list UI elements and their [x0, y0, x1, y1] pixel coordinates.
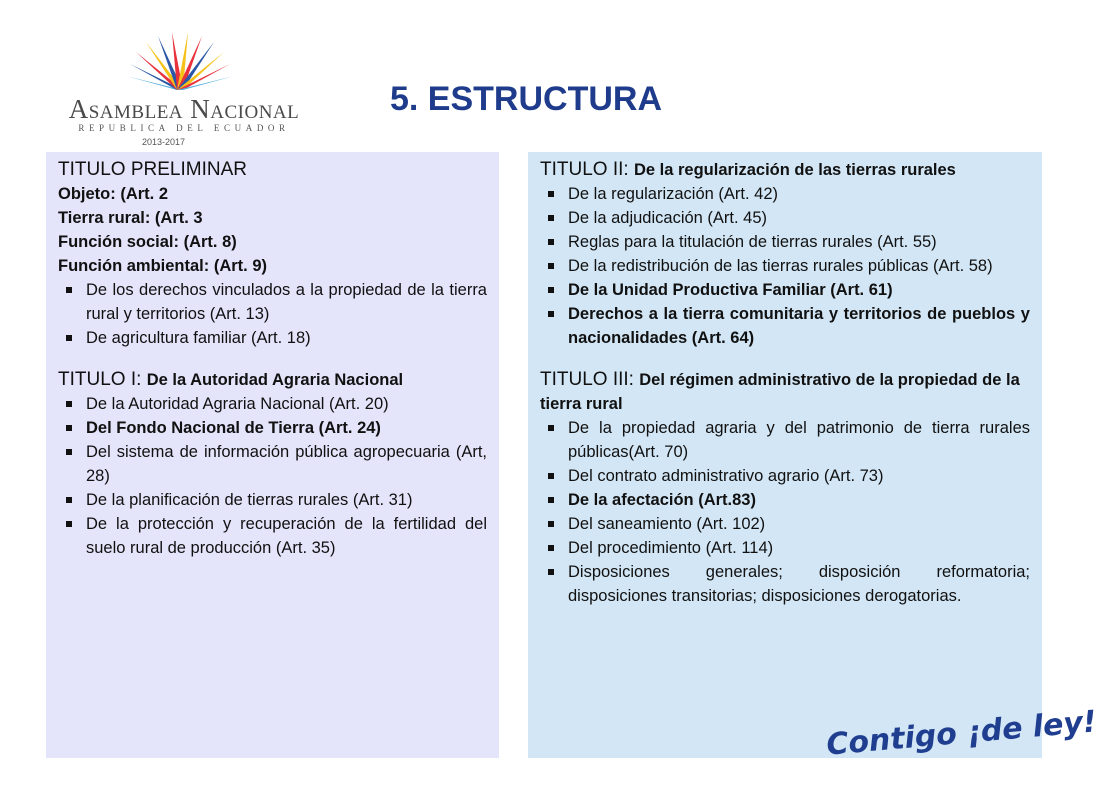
- logo-years: 2013-2017: [142, 137, 186, 147]
- list-item: Reglas para la titulación de tierras rurales (Art. 55): [540, 230, 1030, 254]
- list-item: Del saneamiento (Art. 102): [540, 512, 1030, 536]
- titulo-iii-list: [540, 416, 1030, 608]
- info-line: Tierra rural: (Art. 3: [58, 209, 203, 227]
- sunburst-emblem-icon: [120, 30, 240, 92]
- titulo-ii-list: [540, 182, 1030, 350]
- list-item: De la protección y recuperación de la fertilidad del suelo rural de producción (Art. 35): [58, 512, 487, 560]
- titulo-iii-prefix: TITULO III:: [540, 369, 640, 390]
- titulo-ii-prefix: TITULO II:: [540, 159, 634, 180]
- preliminar-list: [58, 278, 487, 350]
- titulo-i-prefix: TITULO I:: [58, 369, 147, 390]
- list-item: De la propiedad agraria y del patrimonio de tierra rurales públicas(Art. 70): [540, 416, 1030, 464]
- titulo-i-text: De la Autoridad Agraria Nacional: [146, 371, 404, 389]
- right-panel: [528, 152, 1042, 758]
- list-item: De agricultura familiar (Art. 18): [58, 326, 487, 350]
- page-title: 5. ESTRUCTURA: [390, 80, 663, 118]
- logo-name: Asamblea Nacional: [68, 94, 300, 124]
- list-item: Del Fondo Nacional de Tierra (Art. 24): [58, 416, 487, 440]
- titulo-i-list: [58, 392, 487, 560]
- titulo-ii-heading: [540, 158, 1030, 182]
- asamblea-nacional-logo: [58, 30, 318, 155]
- titulo-iii-text: Del régimen administrativo de la propiedad de la tierra rural: [540, 371, 1020, 413]
- list-item: De los derechos vinculados a la propiedad de la tierra rural y territorios (Art. 13): [58, 278, 487, 326]
- list-item: De la redistribución de las tierras rurales públicas (Art. 58): [540, 254, 1030, 278]
- slogan: Contigo ¡de ley!: [824, 704, 1098, 763]
- info-line: Función ambiental: (Art. 9): [58, 257, 268, 275]
- list-item: De la Autoridad Agraria Nacional (Art. 20): [58, 392, 487, 416]
- list-item: Del procedimiento (Art. 114): [540, 536, 1030, 560]
- titulo-iii-heading: [540, 368, 1030, 416]
- titulo-ii-text: De la regularización de las tierras rurales: [633, 161, 956, 179]
- list-item: De la adjudicación (Art. 45): [540, 206, 1030, 230]
- list-item: De la regularización (Art. 42): [540, 182, 1030, 206]
- info-line: Función social: (Art. 8): [58, 233, 237, 251]
- info-line: Objeto: (Art. 2: [58, 185, 168, 203]
- list-item: Disposiciones generales; disposición reformatoria; disposiciones transitorias; disposiciones derogatorias.: [540, 560, 1030, 608]
- left-panel: [46, 152, 499, 758]
- preliminar-lines: [58, 182, 487, 278]
- logo-subtitle: REPUBLICA DEL ECUADOR: [78, 123, 290, 133]
- titulo-preliminar-heading: TITULO PRELIMINAR: [58, 159, 247, 180]
- list-item: De la afectación (Art.83): [540, 488, 1030, 512]
- list-item: Derechos a la tierra comunitaria y territorios de pueblos y nacionalidades (Art. 64): [540, 302, 1030, 350]
- list-item: Del sistema de información pública agropecuaria (Art, 28): [58, 440, 487, 488]
- titulo-i-heading: [58, 368, 487, 392]
- list-item: Del contrato administrativo agrario (Art. 73): [540, 464, 1030, 488]
- list-item: De la planificación de tierras rurales (Art. 31): [58, 488, 487, 512]
- list-item: De la Unidad Productiva Familiar (Art. 61): [540, 278, 1030, 302]
